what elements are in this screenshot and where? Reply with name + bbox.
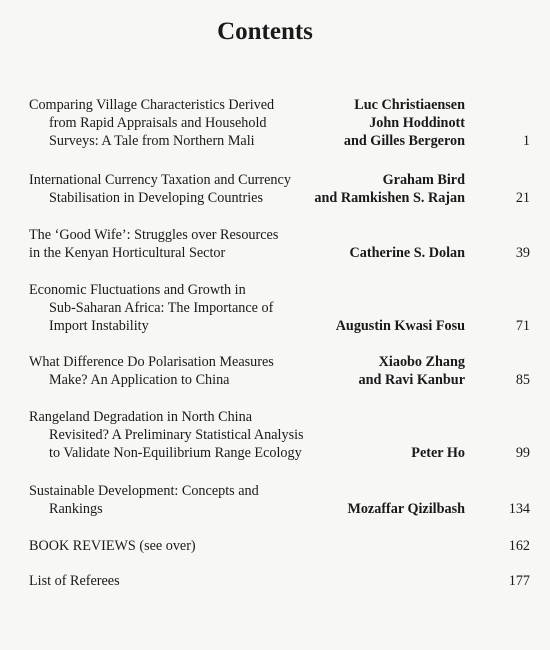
entry-page-number: 1 xyxy=(522,133,530,149)
author-line: Xiaobo Zhang xyxy=(378,354,465,370)
entry-title-line: International Currency Taxation and Currency xyxy=(29,172,291,188)
entry-page-number: 39 xyxy=(515,245,530,261)
author-line: Graham Bird xyxy=(382,172,465,188)
entry-authors xyxy=(314,171,465,207)
entry-title-line: Import Instability xyxy=(49,318,149,334)
entry-authors xyxy=(411,444,465,462)
entry-page-number: 162 xyxy=(508,538,530,554)
author-line: John Hoddinott xyxy=(369,115,465,131)
entry-title-line: The ‘Good Wife’: Struggles over Resources xyxy=(29,227,279,243)
entry-title-line: Revisited? A Preliminary Statistical Analysis xyxy=(49,427,304,443)
entry-page-number: 177 xyxy=(508,573,530,589)
page-title: Contents xyxy=(217,18,313,45)
author-line: Mozaffar Qizilbash xyxy=(347,501,465,517)
entry-page-number: 21 xyxy=(515,190,530,206)
entry-title-line: to Validate Non-Equilibrium Range Ecology xyxy=(49,445,302,461)
entry-page-number: 99 xyxy=(515,445,530,461)
author-line: Catherine S. Dolan xyxy=(349,245,465,261)
entry-title-line: Comparing Village Characteristics Derived xyxy=(29,97,275,113)
author-line: and Ravi Kanbur xyxy=(358,372,465,388)
author-line: Peter Ho xyxy=(411,445,465,461)
entry-title-line: Economic Fluctuations and Growth in xyxy=(29,282,246,298)
author-line: and Gilles Bergeron xyxy=(343,133,465,149)
entry-title-line: What Difference Do Polarisation Measures xyxy=(29,354,274,370)
entry-title-line: Rangeland Degradation in North China xyxy=(29,409,253,425)
entry-page-number: 85 xyxy=(515,372,530,388)
entry-title-line: Sustainable Development: Concepts and xyxy=(29,483,259,499)
entry-title-line: Rankings xyxy=(49,501,103,517)
entry-authors xyxy=(359,353,465,389)
entry-title-line: Stabilisation in Developing Countries xyxy=(49,190,263,206)
entry-page-number: 134 xyxy=(508,501,530,517)
entry-title-line: from Rapid Appraisals and Household xyxy=(49,115,267,131)
entry-authors xyxy=(336,317,465,335)
entry-authors xyxy=(350,244,465,262)
entry-title-line: List of Referees xyxy=(29,573,120,589)
entry-authors xyxy=(344,96,465,150)
entry-title-line: in the Kenyan Horticultural Sector xyxy=(29,245,226,261)
entry-title-line: Make? An Application to China xyxy=(49,372,230,388)
entry-page-number: 71 xyxy=(515,318,530,334)
entry-title-line: Sub-Saharan Africa: The Importance of xyxy=(49,300,274,316)
author-line: and Ramkishen S. Rajan xyxy=(314,190,465,206)
entry-title-line: Surveys: A Tale from Northern Mali xyxy=(49,133,255,149)
entry-authors xyxy=(347,500,465,518)
author-line: Luc Christiaensen xyxy=(354,97,465,113)
entry-title-line: BOOK REVIEWS (see over) xyxy=(29,538,196,554)
author-line: Augustin Kwasi Fosu xyxy=(335,318,465,334)
